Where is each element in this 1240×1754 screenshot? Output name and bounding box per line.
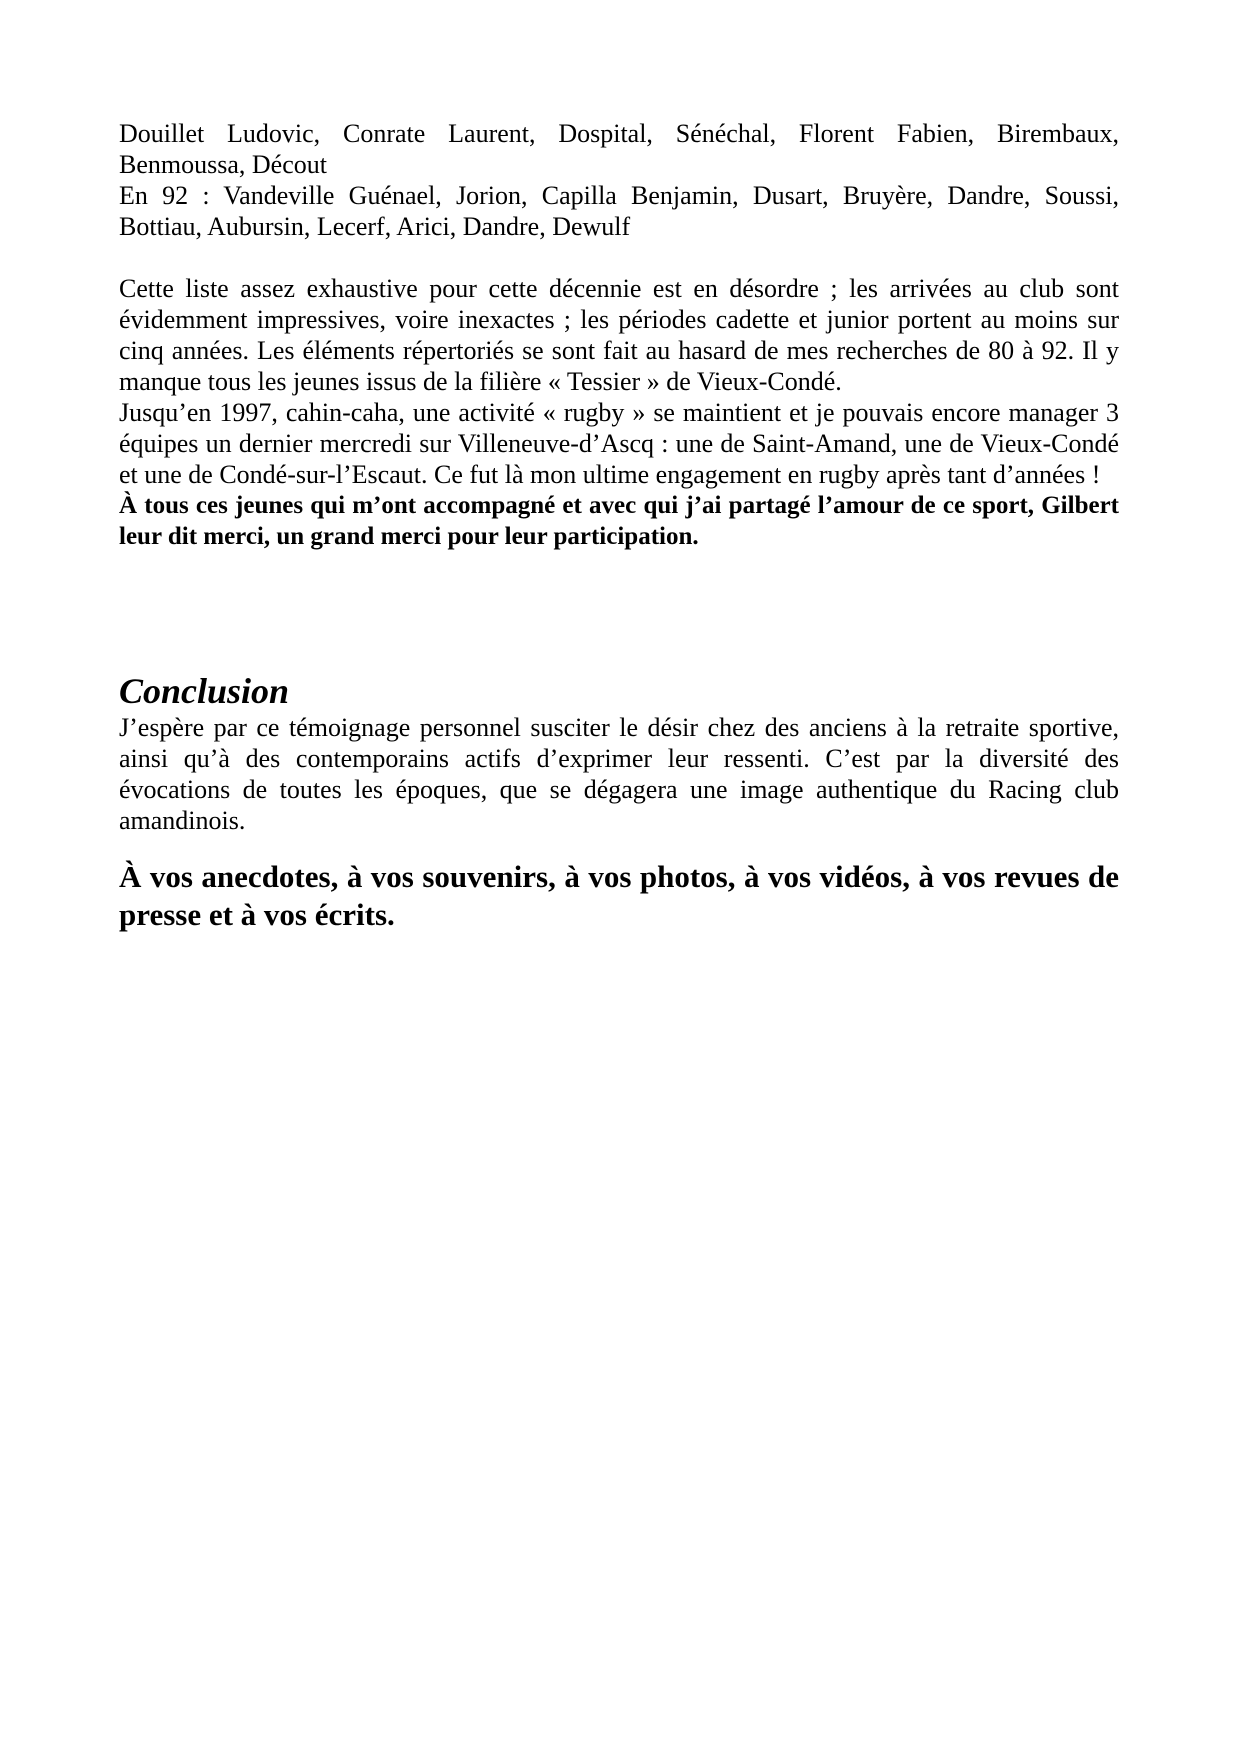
conclusion-heading: Conclusion xyxy=(119,671,290,711)
thanks-paragraph: À tous ces jeunes qui m’ont accompagné et avec qui j’ai partagé l’amour de ce sport, Gilbert leur dit merci, un grand merci pour leur participation. xyxy=(119,492,1119,550)
player-list-1992-paragraph: En 92 : Vandeville Guénael, Jorion, Capilla Benjamin, Dusart, Bruyère, Dandre, Soussi, Bottiau, Aubursin, Lecerf, Arici, Dandre, Dewulf xyxy=(119,181,1119,241)
call-to-action: À vos anecdotes, à vos souvenirs, à vos photos, à vos vidéos, à vos revues de presse et à vos écrits. xyxy=(119,859,1119,932)
player-list-paragraph: Douillet Ludovic, Conrate Laurent, Dospital, Sénéchal, Florent Fabien, Birembaux, Benmoussa, Décout xyxy=(119,119,1119,179)
conclusion-paragraph: J’espère par ce témoignage personnel susciter le désir chez des anciens à la retraite sportive, ainsi qu’à des contemporains actifs d’exprimer leur ressenti. C’est par la diversité des évocations de toutes les époques, que se dégagera une image authentique du Racing club amandinois. xyxy=(119,713,1119,835)
page-content xyxy=(119,118,1119,934)
activity-1997-paragraph: Jusqu’en 1997, cahin-caha, une activité « rugby » se maintient et je pouvais encore manager 3 équipes un dernier mercredi sur Villeneuve-d’Ascq : une de Saint-Amand, une de Vieux-Condé et une de Condé-sur-l’Escaut. Ce fut là mon ultime engagement en rugby après tant d’années ! xyxy=(119,398,1119,489)
paragraph-spacer xyxy=(119,242,1119,273)
list-commentary-paragraph: Cette liste assez exhaustive pour cette décennie est en désordre ; les arrivées au club sont évidemment impressives, voire inexactes ; les périodes cadette et junior portent au moins sur cinq années. Les éléments répertoriés se sont fait au hasard de mes recherches de 80 à 92. Il y manque tous les jeunes issus de la filière « Tessier » de Vieux-Condé. xyxy=(119,274,1119,396)
